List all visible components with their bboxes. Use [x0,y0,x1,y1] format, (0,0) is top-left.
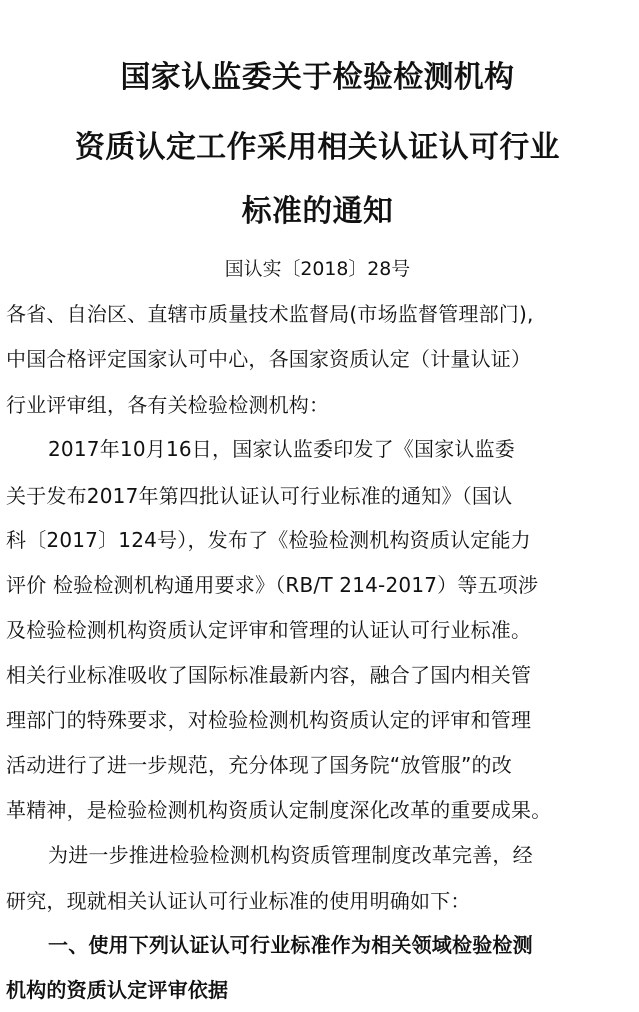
document-number: 国认实〔2018〕28号 [224,258,411,280]
section-heading-line-2: 机构的资质认定评审依据 [6,978,229,1002]
paragraph-1-line-9: 革精神，是检验检测机构资质认定制度深化改革的重要成果。 [6,798,552,822]
addressee-line-1: 各省、自治区、直辖市质量技术监督局(市场监督管理部门), [6,302,534,326]
document-title-line-1: 国家认监委关于检验检测机构 [120,60,515,95]
paragraph-1-line-7: 理部门的特殊要求，对检验检测机构资质认定的评审和管理 [6,708,532,732]
paragraph-1-line-1: 2017年10月16日，国家认监委印发了《国家认监委 [48,437,515,461]
section-heading-line-1: 一、使用下列认证认可行业标准作为相关领域检验检测 [48,933,533,957]
paragraph-2-line-1: 为进一步推进检验检测机构资质管理制度改革完善，经 [48,843,533,867]
paragraph-1-line-3: 科〔2017〕124号），发布了《检验检测机构资质认定能力 [6,528,531,552]
addressee-line-3: 行业评审组，各有关检验检测机构： [6,393,330,417]
paragraph-2-line-2: 研究，现就相关认证认可行业标准的使用明确如下： [6,889,471,913]
document-title-line-3: 标准的通知 [241,194,394,229]
addressee-line-2: 中国合格评定国家认可中心，各国家资质认定（计量认证） [6,347,532,371]
document-title-line-2: 资质认定工作采用相关认证认可行业 [75,130,560,165]
paragraph-1-line-8: 活动进行了进一步规范，充分体现了国务院“放管服”的改 [6,753,512,777]
paragraph-1-line-5: 及检验检测机构资质认定评审和管理的认证认可行业标准。 [6,618,532,642]
paragraph-1-line-6: 相关行业标准吸收了国际标准最新内容，融合了国内相关管 [6,663,532,687]
paragraph-1-line-2: 关于发布2017年第四批认证认可行业标准的通知》（国认 [6,484,513,508]
paragraph-1-line-4: 评价 检验检测机构通用要求》（RB/T 214-2017）等五项涉 [6,573,539,597]
